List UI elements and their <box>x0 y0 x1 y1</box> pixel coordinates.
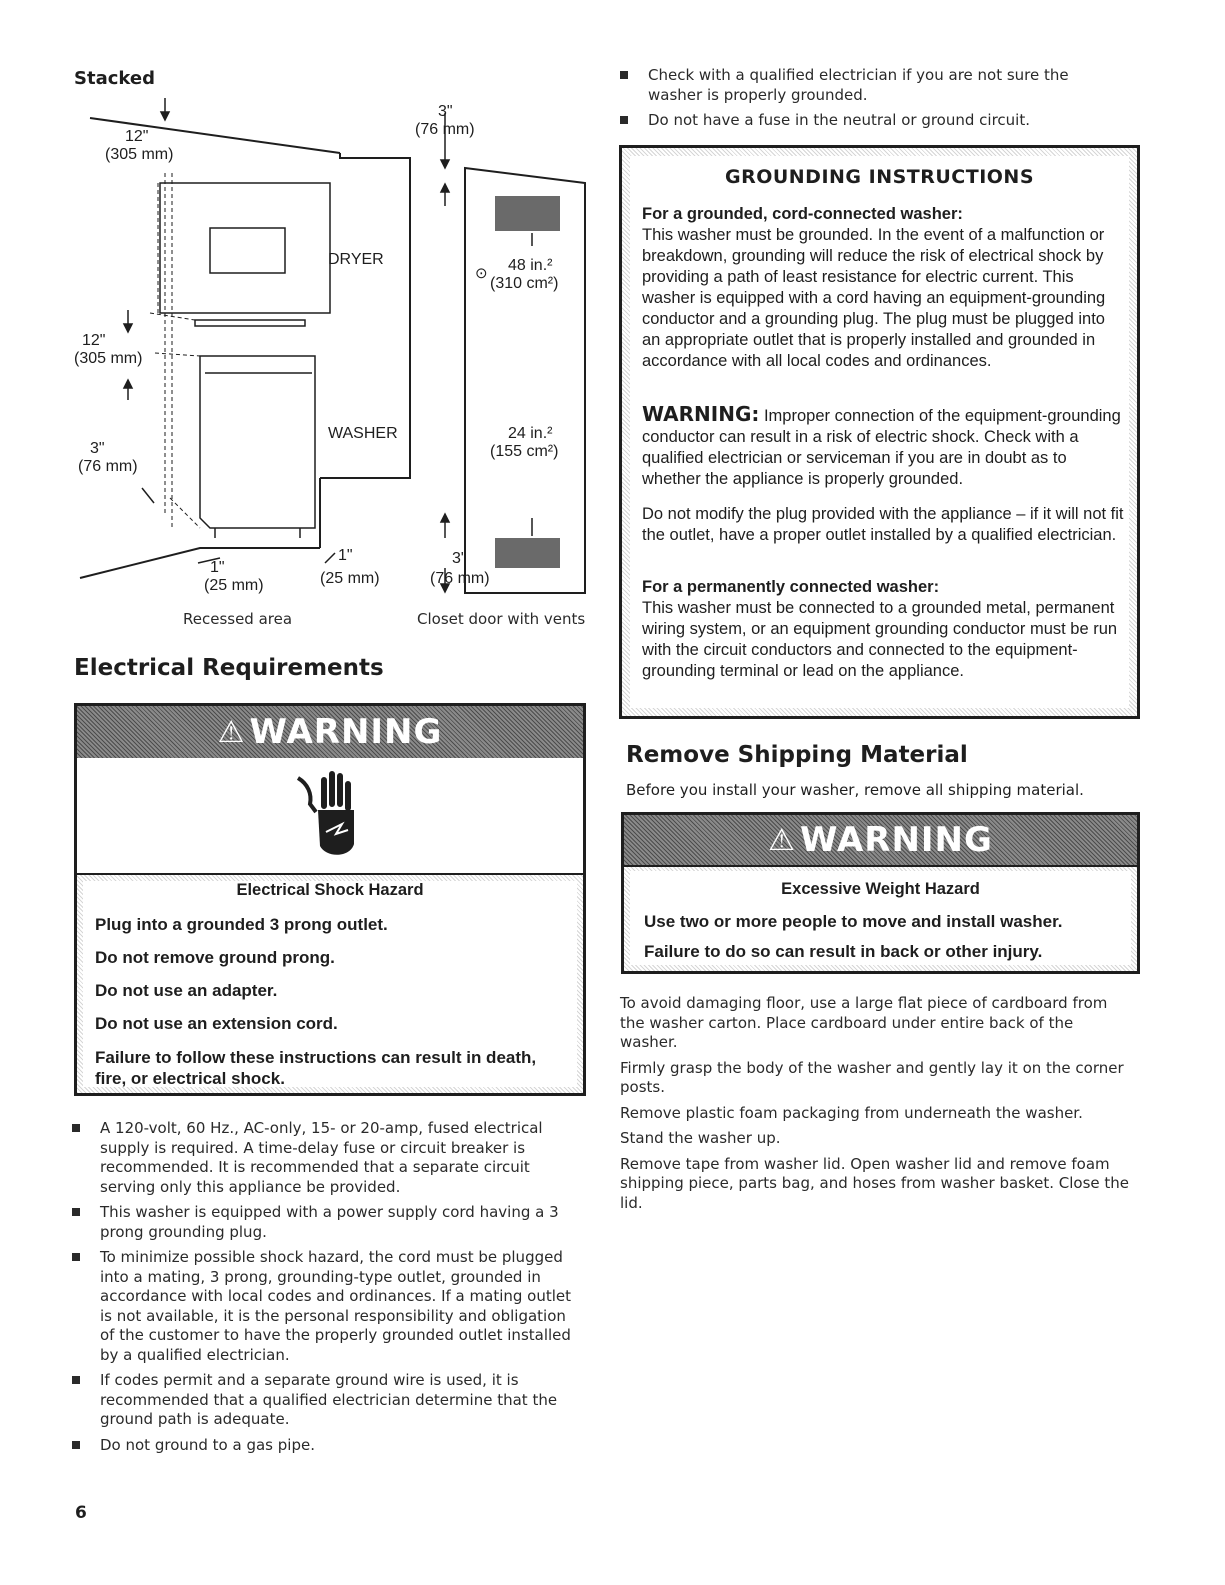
grounding-warning-word: WARNING: <box>642 402 760 426</box>
warning-triangle-icon: ⚠ <box>768 822 796 858</box>
grounding-warning <box>642 404 1127 490</box>
bottom-right-clearance-mm-label: (25 mm) <box>320 570 380 587</box>
shipping-steps <box>620 994 1130 1219</box>
grounding-paragraph-2: Do not modify the plug provided with the appliance – if it will not fit the outlet, have a proper outlet installed by a qualified electrician. <box>642 505 1124 544</box>
warning-line-1: Plug into a grounded 3 prong outlet. <box>95 915 388 934</box>
top-clearance-label: 12" <box>125 128 149 145</box>
warning-line-2: Do not remove ground prong. <box>95 948 335 967</box>
grounding-sub-permanent: For a permanently connected washer: <box>642 578 940 596</box>
shipping-step: To avoid damaging floor, use a large flat piece of cardboard from the washer carton. Place cardboard under entire back of the washer. <box>620 994 1108 1051</box>
shock-hand-icon <box>290 766 370 866</box>
side-clearance-mm-label: (76 mm) <box>78 458 138 475</box>
lower-vent <box>495 538 560 568</box>
page-number: 6 <box>75 1503 87 1523</box>
grounding-title: GROUNDING INSTRUCTIONS <box>724 166 1035 188</box>
grounding-instructions-box <box>619 145 1140 719</box>
electrical-requirements-heading: Electrical Requirements <box>74 655 384 681</box>
list-item: A 120-volt, 60 Hz., AC-only, 15- or 20-amp, fused electrical supply is required. A time-delay fuse or circuit breaker is recommended. It is recommended that a separate circuit serving only this appliance be provided. <box>72 1119 582 1197</box>
side-clearance-label: 3" <box>90 440 105 457</box>
door-top-clearance-label: 3" <box>438 103 453 120</box>
shipping-step: Firmly grasp the body of the washer and gently lay it on the corner posts. <box>620 1058 1124 1096</box>
weight-hazard-title: Excessive Weight Hazard <box>781 880 980 898</box>
grounding-paragraph-3: This washer must be connected to a grounded metal, permanent wiring system, or an equipment grounding conductor must be run with the circuit conductors and connected to the equipment-grounding terminal or lead on the appliance. <box>642 599 1118 680</box>
dryer-label: DRYER <box>328 251 384 268</box>
lower-vent-area-cm-label: (155 cm²) <box>490 443 559 460</box>
list-item: Check with a qualified electrician if you are not sure the washer is properly grounded. <box>620 66 1120 105</box>
weight-warning-label: WARNING <box>799 820 993 860</box>
warning-line-3: Do not use an adapter. <box>95 981 278 1000</box>
weight-warning-line-2: Failure to do so can result in back or other injury. <box>644 942 1043 961</box>
upper-vent <box>495 196 560 231</box>
door-bottom-clearance-mm-label: (76 mm) <box>430 570 490 587</box>
electrical-hazard-title: Electrical Shock Hazard <box>236 881 424 899</box>
caption-recessed-area: Recessed area <box>183 610 293 628</box>
list-item: To minimize possible shock hazard, the cord must be plugged into a mating, 3 prong, grounding-type outlet, grounded in accordance with local codes and ordinances. If a mating outlet is not available, it is the personal responsibility and obligation of the customer to have the properly grounded outlet installed by a qualified electrician. <box>72 1248 582 1365</box>
weight-warning-header <box>624 815 1137 865</box>
remove-shipping-intro: Before you install your washer, remove all shipping material. <box>626 781 1084 799</box>
grounding-sub-corded: For a grounded, cord-connected washer: <box>642 205 963 223</box>
electrical-warning-header <box>77 706 583 758</box>
mid-clearance-mm-label: (305 mm) <box>74 350 143 367</box>
bottom-left-clearance-label: 1" <box>210 559 225 576</box>
electrical-warning-label: WARNING <box>249 712 443 752</box>
bottom-left-clearance-mm-label: (25 mm) <box>204 577 264 594</box>
top-clearance-mm-label: (305 mm) <box>105 146 174 163</box>
list-item: Do not have a fuse in the neutral or ground circuit. <box>620 111 1120 131</box>
grounding-paragraph-1: This washer must be grounded. In the event of a malfunction or breakdown, grounding will reduce the risk of electrical shock by providing a path of least resistance for electric current. This washer is equipped with a cord having an equipment-grounding conductor and a grounding plug. The plug must be plugged into an appropriate outlet that is properly installed and grounded in accordance with all local codes and ordinances. <box>642 226 1106 370</box>
caption-closet-door: Closet door with vents <box>417 610 586 628</box>
upper-vent-area-cm-label: (310 cm²) <box>490 275 559 292</box>
door-top-clearance-mm-label: (76 mm) <box>415 121 475 138</box>
weight-warning-line-1: Use two or more people to move and install washer. <box>644 912 1063 931</box>
lower-vent-area-label: 24 in.² <box>508 425 553 442</box>
shipping-step: Remove tape from washer lid. Open washer lid and remove foam shipping piece, parts bag, and hoses from washer basket. Close the lid. <box>620 1154 1130 1212</box>
remove-shipping-heading: Remove Shipping Material <box>626 742 968 768</box>
shipping-step: Stand the washer up. <box>620 1129 781 1147</box>
washer-label: WASHER <box>328 425 398 442</box>
list-item: Do not ground to a gas pipe. <box>72 1436 582 1456</box>
weight-warning-box <box>621 812 1140 974</box>
list-item: If codes permit and a separate ground wire is used, it is recommended that a qualified electrician determine that the ground path is adequate. <box>72 1371 582 1430</box>
grounding-warning-text: Improper connection of the equipment-grounding conductor can result in a risk of electric shock. Check with a qualified electrician or serviceman if you are in doubt as to whether the appliance is properly grounded. <box>642 407 1121 488</box>
warning-line-5: Failure to follow these instructions can result in death, fire, or electrical shock. <box>95 1048 537 1088</box>
electrical-bullet-list <box>72 1119 582 1461</box>
upper-vent-area-label: 48 in.² <box>508 257 553 274</box>
stacked-installation-diagram <box>70 88 610 628</box>
shipping-step: Remove plastic foam packaging from underneath the washer. <box>620 1103 1083 1122</box>
door-bottom-clearance-label: 3" <box>452 550 467 567</box>
warning-triangle-icon: ⚠ <box>217 714 246 750</box>
list-item: This washer is equipped with a power supply cord having a 3 prong grounding plug. <box>72 1203 582 1242</box>
electrical-warning-box <box>74 703 586 1096</box>
mid-clearance-label: 12" <box>82 332 106 349</box>
svg-text:⊙: ⊙ <box>475 265 488 282</box>
warning-line-4: Do not use an extension cord. <box>95 1014 338 1033</box>
grounding-check-bullets <box>620 66 1120 137</box>
diagram-title: Stacked <box>74 68 155 89</box>
bottom-right-clearance-label: 1" <box>338 547 353 564</box>
